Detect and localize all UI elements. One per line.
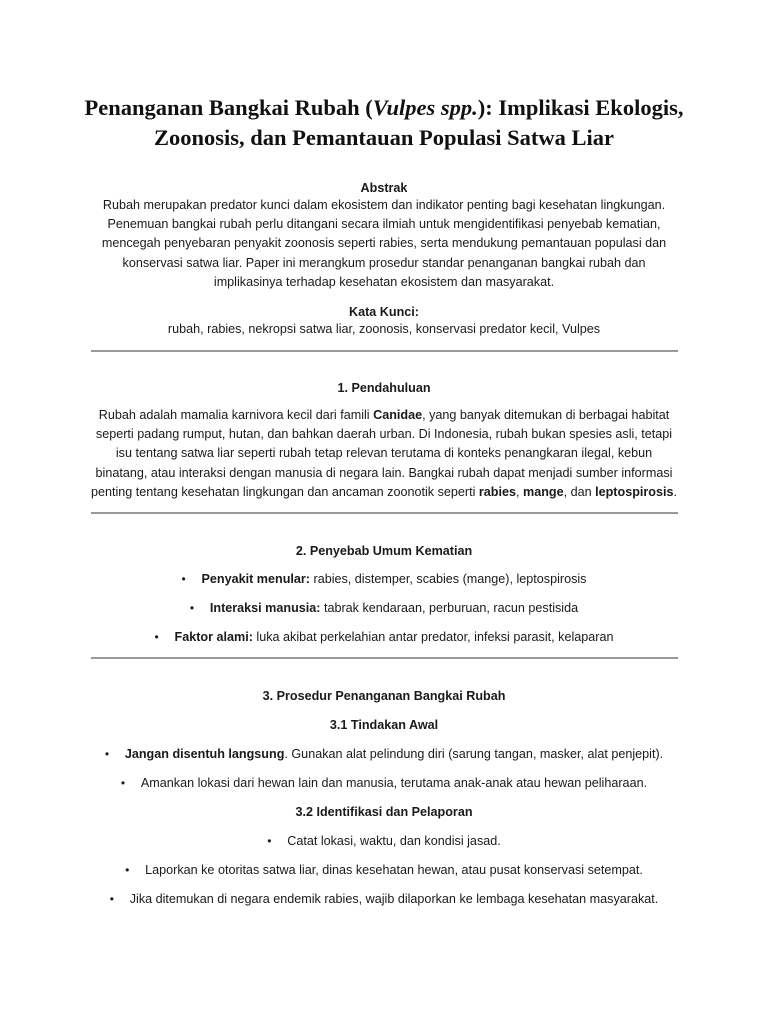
- list-item: [60, 571, 708, 587]
- bullet-icon: •: [189, 601, 195, 615]
- text-run: .: [673, 484, 677, 499]
- list-item: [60, 775, 708, 791]
- section-divider: [91, 657, 678, 659]
- list-item: [60, 891, 708, 907]
- list-item-text: tabrak kendaraan, perburuan, racun pestisida: [320, 601, 579, 615]
- text-run: Rubah adalah mamalia karnivora kecil dari famili: [98, 408, 374, 422]
- paper-title: [60, 93, 708, 153]
- section-1-heading: 1. Pendahuluan: [337, 381, 431, 395]
- keywords-text: rubah, rabies, nekropsi satwa liar, zoonosis, konservasi predator kecil, Vulpes: [167, 322, 601, 336]
- section-1-body: [60, 406, 708, 502]
- list-item-text: rabies, distemper, scabies (mange), leptospirosis: [310, 572, 587, 586]
- title-part-2: ): Implikasi Ekologis, Zoonosis, dan Pemantauan Populasi Satwa Liar: [153, 95, 684, 150]
- term-canidae: Canidae: [373, 408, 423, 422]
- bullet-icon: •: [109, 892, 114, 906]
- section-1-line: [60, 406, 708, 425]
- text-run: ,: [516, 484, 523, 499]
- list-item-text: Catat lokasi, waktu, dan kondisi jasad.: [287, 834, 501, 848]
- term-leptospirosis: leptospirosis: [595, 484, 674, 499]
- bullet-icon: •: [267, 834, 272, 848]
- bullet-icon: •: [181, 572, 186, 586]
- section-2-heading: 2. Penyebab Umum Kematian: [295, 544, 473, 558]
- term-rabies: rabies: [478, 484, 516, 499]
- section-1-line: seperti padang rumput, hutan, dan bahkan daerah urban. Di Indonesia, rubah bukan spesies asli, tetapi: [95, 427, 673, 442]
- bullet-icon: •: [120, 776, 126, 790]
- keywords-heading: Kata Kunci:: [349, 305, 419, 319]
- list-item-label: Interaksi manusia:: [209, 601, 321, 615]
- title-part-1: Penanganan Bangkai Rubah (: [84, 95, 373, 120]
- list-item-text: Amankan lokasi dari hewan lain dan manusia, terutama anak-anak atau hewan peliharaan.: [140, 776, 648, 790]
- bullet-icon: •: [125, 863, 130, 877]
- text-run: , dan: [563, 484, 596, 499]
- section-3-heading: 3. Prosedur Penanganan Bangkai Rubah: [262, 689, 506, 703]
- text-run: penting tentang kesehatan lingkungan dan ancaman zoonotik seperti: [90, 484, 479, 499]
- list-item-text: Jika ditemukan di negara endemik rabies, wajib dilaporkan ke lembaga kesehatan masyarakat.: [129, 892, 659, 906]
- list-item: [60, 629, 708, 645]
- list-item-label: Faktor alami:: [174, 630, 253, 644]
- subsection-3-1-heading: 3.1 Tindakan Awal: [329, 718, 439, 732]
- section-divider: [91, 512, 678, 514]
- list-item-text: luka akibat perkelahian antar predator, infeksi parasit, kelaparan: [252, 630, 614, 644]
- abstract-line: Rubah merupakan predator kunci dalam ekosistem dan indikator penting bagi kesehatan lingkungan.: [102, 198, 666, 212]
- title-species: Vulpes spp.: [372, 95, 478, 120]
- list-item-label: Jangan disentuh langsung: [124, 747, 285, 761]
- text-run: , yang banyak ditemukan di berbagai habitat: [422, 408, 670, 422]
- abstract-heading: Abstrak: [360, 181, 408, 195]
- list-item-text: Laporkan ke otoritas satwa liar, dinas kesehatan hewan, atau pusat konservasi setempat.: [145, 863, 643, 877]
- list-item-text: . Gunakan alat pelindung diri (sarung tangan, masker, alat penjepit).: [284, 747, 664, 761]
- list-item: [60, 600, 708, 616]
- abstract-line: mencegah penyebaran penyakit zoonosis seperti rabies, serta mendukung pemantauan populasi dan: [101, 236, 667, 251]
- bullet-icon: •: [154, 630, 159, 644]
- list-item: [60, 746, 708, 762]
- section-1-line: isu tentang satwa liar seperti rubah tetap relevan terutama di konteks penangkaran ilegal, kebun: [115, 446, 653, 461]
- term-mange: mange: [523, 484, 564, 499]
- abstract-line: konservasi satwa liar. Paper ini merangkum prosedur standar penanganan bangkai rubah dan: [122, 255, 646, 270]
- subsection-3-2-heading: 3.2 Identifikasi dan Pelaporan: [295, 805, 473, 819]
- section-1-line: binatang, atau interaksi dengan manusia di negara lain. Bangkai rubah dapat menjadi sumber informasi: [95, 465, 673, 480]
- abstract-body: [60, 196, 708, 292]
- section-1-line: [60, 483, 708, 502]
- bullet-icon: •: [104, 747, 110, 761]
- list-item-label: Penyakit menular:: [201, 572, 310, 586]
- list-item: [60, 833, 708, 849]
- section-divider: [91, 350, 678, 352]
- list-item: [60, 862, 708, 878]
- abstract-line: Penemuan bangkai rubah perlu ditangani secara ilmiah untuk mengidentifikasi penyebab kematian,: [107, 217, 661, 232]
- abstract-line: implikasinya terhadap kesehatan ekosistem dan masyarakat.: [213, 274, 555, 289]
